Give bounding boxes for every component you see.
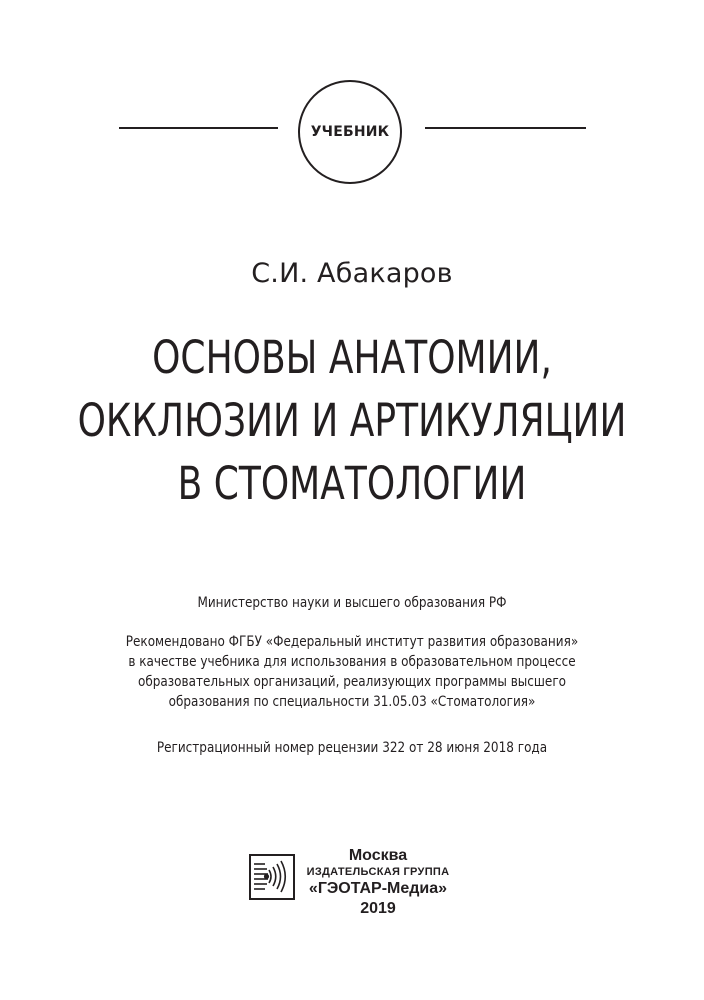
header-rule-left xyxy=(119,127,278,129)
book-author: С.И. Абакаров xyxy=(251,258,453,289)
recommendation-line: образования по специальности 31.05.03 «Стоматология» xyxy=(168,694,536,710)
publisher-block xyxy=(249,846,459,926)
registration-text: Регистрационный номер рецензии 322 от 28 июня 2018 года xyxy=(156,740,548,756)
book-title-line: В СТОМАТОЛОГИИ xyxy=(177,457,527,510)
geotar-media-logo-icon xyxy=(249,854,295,900)
publisher-city: Москва xyxy=(348,847,408,864)
book-title-line: ОСНОВЫ АНАТОМИИ, xyxy=(152,331,552,384)
publication-year: 2019 xyxy=(360,900,396,917)
recommendation-line: образовательных организаций, реализующих программы высшего xyxy=(137,674,567,690)
publisher-group-label: ИЗДАТЕЛЬСКАЯ ГРУППА xyxy=(306,866,450,878)
publisher-name: «ГЭОТАР-Медиа» xyxy=(308,880,448,897)
textbook-badge xyxy=(298,80,402,184)
header-rule-right xyxy=(425,127,586,129)
recommendation-block xyxy=(49,632,654,712)
recommendation-line: Рекомендовано ФГБУ «Федеральный институт развития образования» xyxy=(125,634,579,650)
recommendation-line: в качестве учебника для использования в образовательном процессе xyxy=(128,654,576,670)
ministry-text: Министерство науки и высшего образования РФ xyxy=(197,595,507,611)
publisher-text xyxy=(297,846,459,918)
registration-line xyxy=(49,738,654,758)
ministry-line xyxy=(49,593,654,613)
book-title-line: ОККЛЮЗИИ И АРТИКУЛЯЦИИ xyxy=(77,394,627,447)
book-title xyxy=(70,326,633,515)
textbook-badge-label: УЧЕБНИК xyxy=(310,124,390,140)
